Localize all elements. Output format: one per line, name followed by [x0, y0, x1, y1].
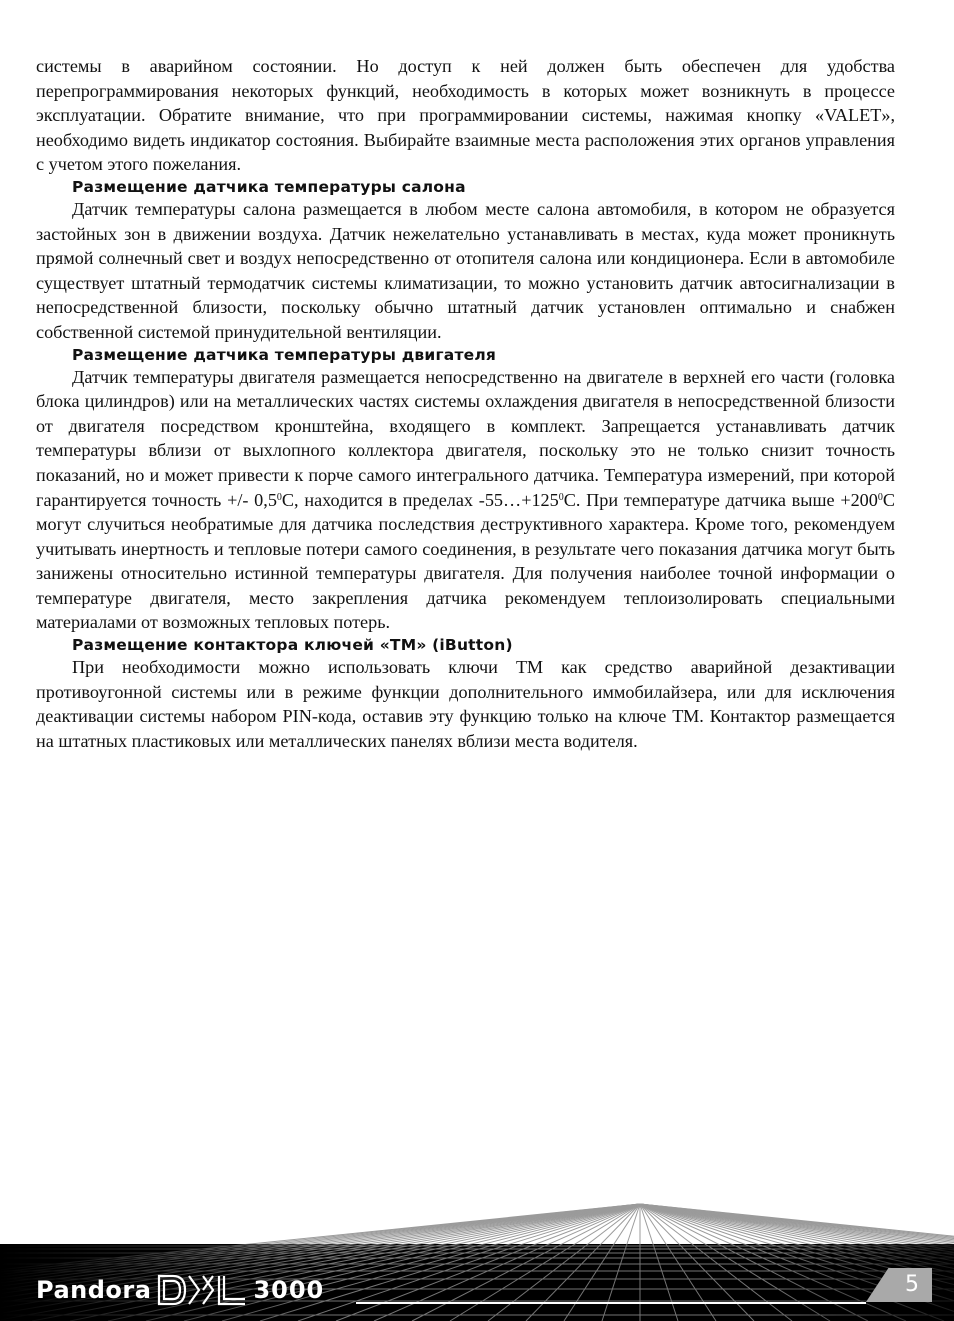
degree-mark: 0: [558, 491, 564, 503]
pandora-logo: [36, 1272, 324, 1308]
footer-bar: [0, 1244, 954, 1321]
heading-cabin-sensor: Размещение датчика температуры салона: [72, 177, 466, 196]
engine-text-4: С могут случиться необратимые для датчика последствия деструктивного характера. Кроме того, рекомендуем учитывать инертность и тепловые потери самого соединения, в результате чего показания датчика могут быть занижены относительно истинной температуры двигателя. Для получения наиболее точной информации о температуре двигателя, место закрепления датчика рекомендуем теплоизолировать специальными материалами от возможных тепловых потерь.: [36, 489, 895, 633]
heading-tm-contactor: Размещение контактора ключей «ТМ» (iButton): [72, 636, 513, 655]
model-number: 3000: [253, 1276, 325, 1304]
intro-paragraph: системы в аварийном состоянии. Но доступ к ней должен быть обеспечен для удобства перепрограммирования некоторых функций, необходимость в которых может возникнуть в процессе эксплуатации. Обратите внимание, что при программировании системы, нажимая кнопку «VALET», необходимо видеть индикатор состояния. Выбирайте взаимные места расположения этих органов управления с учетом этого пожелания.: [36, 56, 895, 175]
footer-rule: [356, 1302, 866, 1304]
engine-text-3: С. При температуре датчика выше +200: [563, 489, 878, 510]
cabin-sensor-paragraph: Датчик температуры салона размещается в любом месте салона автомобиля, в котором не образуется застойных зон в движении воздуха. Датчик нежелательно устанавливать в местах, куда может проникнуть прямой солнечный свет и воздух непосредственно от отопителя салона или кондиционера. Если в автомобиле существует штатный термодатчик системы климатизации, то можно установить датчик автосигнализации в непосредственной близости, поскольку обычно штатный датчик установлен оптимально и снабжен собственной системой принудительной вентиляции.: [36, 198, 895, 342]
brand-name: Pandora: [36, 1276, 152, 1304]
page-number: 5: [905, 1272, 919, 1297]
engine-sensor-paragraph: [36, 365, 895, 636]
degree-mark: 0: [276, 491, 282, 503]
degree-mark: 0: [877, 491, 883, 503]
heading-engine-sensor: Размещение датчика температуры двигателя: [72, 345, 497, 364]
dxl-logo-mark: [155, 1273, 249, 1307]
page-content: [36, 54, 895, 753]
engine-text-1: Датчик температуры двигателя размещается непосредственно на двигателе в верхней его части (головка блока цилиндров) или на металлических частях системы охлаждения двигателя в непосредственной близости от двигателя посредством кронштейна, входящего в комплект. Запрещается устанавливать датчик температуры вблизи от выхлопного коллектора двигателя, поскольку это не только снизит точность показаний, но и может привести к порче самого интегрального датчика. Температура измерений, при которой гарантируется точность +/- 0,5: [36, 366, 895, 510]
engine-text-2: С, находится в пределах -55…+125: [281, 489, 559, 510]
tm-contactor-paragraph: При необходимости можно использовать ключи ТМ как средство аварийной дезактивации противоугонной системы или в режиме функции дополнительного иммобилайзера, или для исключения деактивации системы набором PIN-кода, оставив эту функцию только на ключе ТМ. Контактор размещается на штатных пластиковых или металлических панелях вблизи места водителя.: [36, 657, 895, 751]
